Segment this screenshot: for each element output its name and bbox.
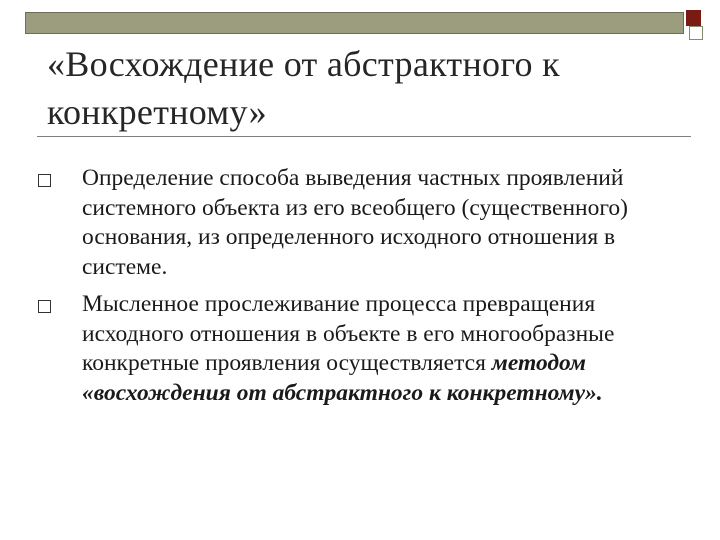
bullet-list: [30, 164, 690, 416]
bullet-item-1: [30, 164, 690, 282]
bullet-text-2: Мысленное прослеживание процесса превращения исходного отношения в объекте в его многообразные конкретные проявления осуществляется: [82, 291, 615, 376]
decorative-corner-squares: [684, 10, 714, 40]
hollow-square-bullet-icon: [38, 300, 51, 313]
slide-title: «Восхождение от абстрактного к конкретному»: [47, 44, 560, 132]
title-divider: [37, 136, 691, 137]
bullet-text-2-emphasis: методом «восхождения от абстрактного к конкретному».: [82, 350, 603, 406]
outline-square: [689, 26, 703, 40]
accent-square: [686, 10, 701, 26]
title-block: [47, 40, 687, 136]
hollow-square-bullet-icon: [38, 174, 51, 187]
bullet-item-2: [30, 290, 690, 408]
decorative-top-bar: [25, 12, 684, 34]
bullet-text-1: Определение способа выведения частных проявлений системного объекта из его всеобщего (существенного) основания, из определенного исходного отношения в системе.: [82, 165, 628, 280]
